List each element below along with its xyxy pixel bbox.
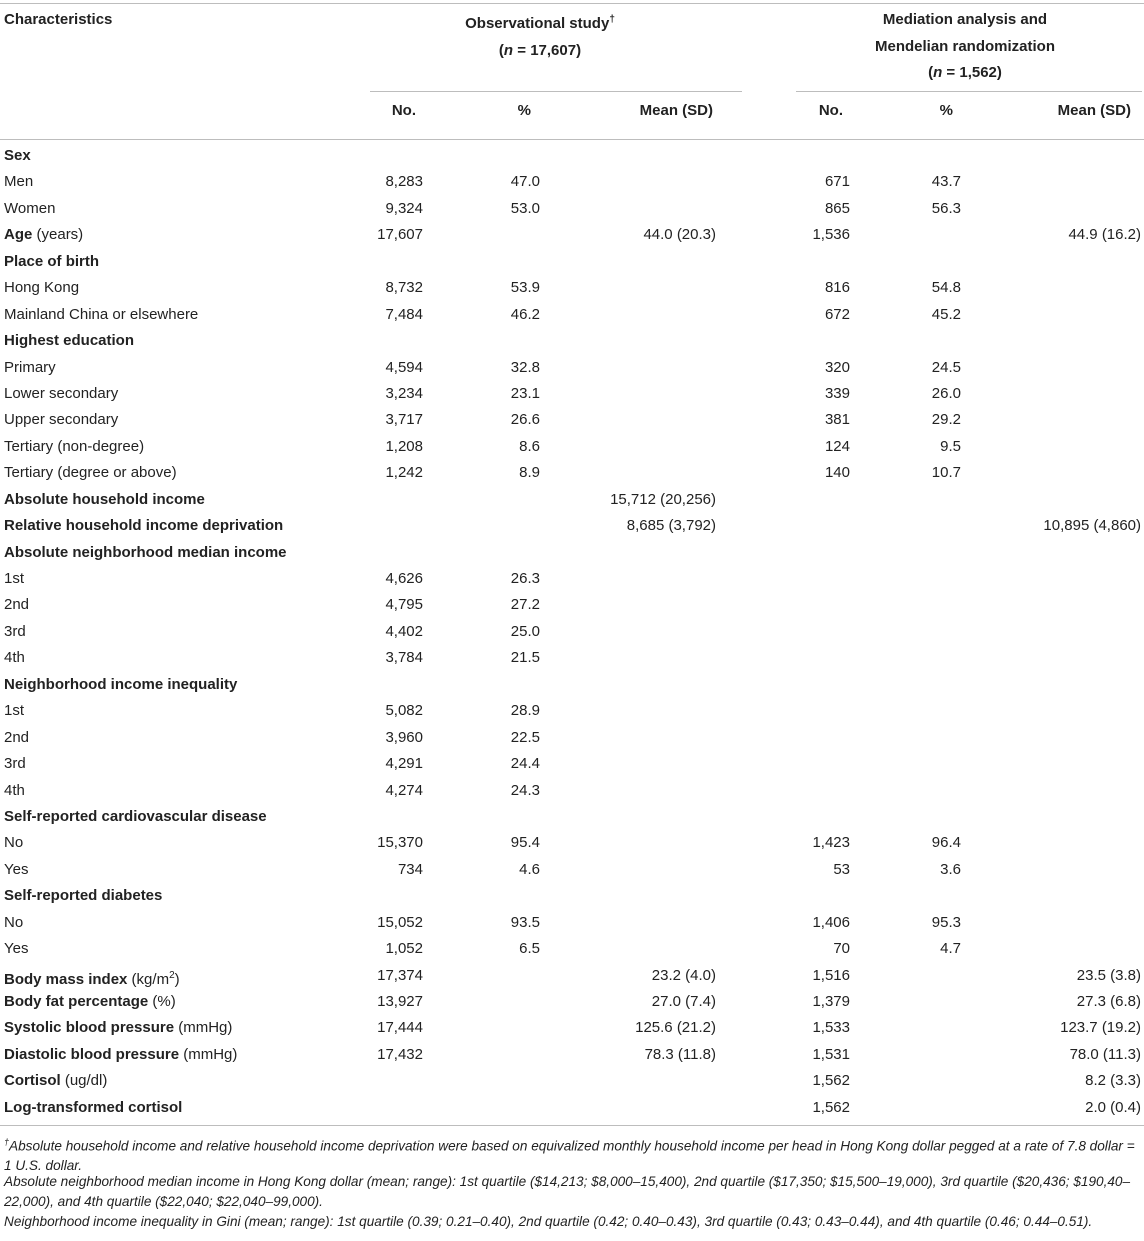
cell-obs-pct: 53.0	[510, 199, 540, 217]
cell-obs-pct: 24.3	[510, 781, 540, 799]
row-label: Yes	[4, 940, 29, 958]
cell-med-mean: 23.5 (3.8)	[1076, 966, 1141, 984]
table-row	[0, 275, 1144, 301]
cell-obs-mean: 23.2 (4.0)	[651, 966, 716, 984]
row-label: Cortisol (ug/dl)	[4, 1072, 108, 1090]
table-row	[0, 513, 1144, 539]
col-med-mean: Mean (SD)	[1057, 102, 1131, 119]
table-row	[0, 725, 1144, 751]
table-row	[0, 1042, 1144, 1068]
row-label: Tertiary (non-degree)	[4, 437, 145, 455]
row-label: Self-reported cardiovascular disease	[4, 807, 267, 825]
cell-obs-no: 3,960	[385, 728, 423, 746]
row-label: 4th	[4, 781, 25, 799]
row-label: 2nd	[4, 728, 30, 746]
table-row	[0, 355, 1144, 381]
table-row	[0, 1015, 1144, 1041]
cell-obs-mean: 78.3 (11.8)	[644, 1045, 716, 1063]
table-row	[0, 143, 1144, 169]
cell-obs-no: 17,607	[377, 226, 423, 244]
cell-med-no: 1,379	[812, 993, 850, 1010]
table-row	[0, 196, 1144, 222]
cell-obs-pct: 28.9	[510, 702, 540, 720]
cell-med-pct: 9.5	[940, 437, 961, 455]
cell-med-pct: 29.2	[931, 411, 961, 429]
table-row	[0, 169, 1144, 195]
cell-obs-pct: 6.5	[519, 940, 540, 958]
cell-med-no: 1,423	[812, 834, 850, 852]
table-row	[0, 487, 1144, 513]
cell-med-no: 1,531	[812, 1045, 850, 1063]
cell-med-no: 320	[824, 358, 850, 376]
cell-med-mean: 8.2 (3.3)	[1085, 1072, 1141, 1090]
cell-med-pct: 56.3	[931, 199, 961, 217]
row-label: Absolute neighborhood median income	[4, 543, 287, 561]
cell-obs-pct: 24.4	[510, 755, 540, 773]
cell-obs-no: 4,626	[385, 570, 423, 587]
cell-med-no: 865	[824, 199, 850, 217]
cell-med-no: 53	[833, 860, 850, 878]
col-med-no: No.	[818, 102, 843, 119]
cell-obs-pct: 27.2	[510, 596, 540, 614]
table-row	[0, 963, 1144, 989]
column-header-rule	[0, 139, 1144, 140]
footnote-3	[4, 1212, 1138, 1232]
cell-med-mean: 44.9 (16.2)	[1068, 226, 1141, 244]
cell-obs-pct: 22.5	[510, 728, 540, 746]
obs-n: (n = 17,607)	[498, 41, 582, 59]
cell-med-no: 1,516	[812, 966, 850, 984]
table-row	[0, 989, 1144, 1015]
table-row	[0, 540, 1144, 566]
row-label: Log-transformed cortisol	[4, 1098, 183, 1116]
cell-obs-mean: 27.0 (7.4)	[651, 993, 716, 1010]
table-row	[0, 1095, 1144, 1121]
cell-obs-pct: 46.2	[510, 305, 540, 323]
table-row	[0, 1068, 1144, 1094]
table-row	[0, 328, 1144, 354]
cell-obs-no: 17,432	[377, 1045, 423, 1063]
table-row	[0, 407, 1144, 433]
cell-med-pct: 54.8	[931, 279, 961, 297]
cell-obs-pct: 26.6	[510, 411, 540, 429]
row-label: 3rd	[4, 755, 26, 773]
table-row	[0, 778, 1144, 804]
cell-obs-no: 1,242	[385, 464, 423, 482]
cell-obs-no: 17,444	[377, 1019, 423, 1037]
row-label: Place of birth	[4, 252, 100, 270]
footnote-1	[4, 1133, 1138, 1176]
obs-title: Observational study	[465, 15, 610, 32]
row-label: Systolic blood pressure (mmHg)	[4, 1019, 233, 1037]
obs-dagger: †	[609, 14, 615, 25]
table-row	[0, 857, 1144, 883]
header-characteristics: Characteristics	[4, 11, 113, 28]
table-body	[0, 143, 1144, 1121]
row-label: Yes	[4, 860, 29, 878]
cell-obs-no: 13,927	[377, 993, 423, 1010]
row-label: Highest education	[4, 332, 135, 350]
table-row	[0, 804, 1144, 830]
cell-med-no: 1,406	[812, 913, 850, 931]
cell-med-pct: 3.6	[940, 860, 961, 878]
cell-med-mean: 10,895 (4,860)	[1043, 517, 1141, 535]
cell-obs-no: 4,594	[385, 358, 423, 376]
row-label: Body mass index $(kg/m^2)$	[4, 969, 180, 988]
cell-med-no: 672	[824, 305, 850, 323]
cell-obs-no: 1,052	[385, 940, 423, 958]
med-n: (n = 1,562)	[928, 64, 1002, 81]
cell-obs-pct: 25.0	[510, 622, 540, 640]
table-row	[0, 302, 1144, 328]
row-label: Tertiary (degree or above)	[4, 464, 177, 482]
cell-med-no: 381	[824, 411, 850, 429]
cell-obs-pct: 95.4	[510, 834, 540, 852]
cell-obs-no: 15,052	[377, 913, 423, 931]
table-row	[0, 460, 1144, 486]
cell-med-pct: 24.5	[931, 358, 961, 376]
table-row	[0, 883, 1144, 909]
cell-med-no: 816	[824, 279, 850, 297]
cell-med-pct: 45.2	[931, 305, 961, 323]
cell-obs-no: 9,324	[385, 199, 423, 217]
header-observational-study	[390, 7, 690, 64]
cell-obs-no: 7,484	[385, 305, 423, 323]
cell-obs-mean: 44.0 (20.3)	[643, 226, 716, 244]
table-row	[0, 830, 1144, 856]
table-row	[0, 249, 1144, 275]
cell-med-no: 1,562	[812, 1098, 850, 1116]
row-label: 4th	[4, 649, 25, 667]
col-obs-mean: Mean (SD)	[639, 102, 713, 119]
row-label: Age (years)	[4, 226, 84, 244]
cell-med-mean: 27.3 (6.8)	[1076, 993, 1141, 1010]
cell-obs-no: 734	[397, 860, 423, 878]
footnote-dagger: †	[4, 1137, 10, 1147]
obs-group-rule	[370, 91, 742, 92]
row-label: Diastolic blood pressure (mmHg)	[4, 1045, 238, 1063]
row-label: 1st	[4, 570, 25, 587]
cell-obs-pct: 8.9	[519, 464, 540, 482]
footnote-3-text: Neighborhood income inequality in Gini (mean; range): 1st quartile (0.39; 0.21–0.40), 2nd quartile (0.42; 0.40–0.43), 3rd quartile (0.43; 0.43–0.44), and 4th quartile (0.46; 0.44–0.51).	[4, 1214, 1093, 1229]
row-label: Relative household income deprivation	[4, 517, 284, 535]
cell-med-pct: 10.7	[931, 464, 961, 482]
cell-med-no: 671	[824, 173, 850, 191]
table-top-rule	[0, 3, 1144, 4]
row-label: No	[4, 913, 24, 931]
cell-obs-pct: 8.6	[519, 437, 540, 455]
row-label: Hong Kong	[4, 279, 80, 297]
cell-obs-no: 3,234	[385, 384, 423, 402]
cell-med-no: 140	[824, 464, 850, 482]
med-group-rule	[796, 91, 1142, 92]
row-label: Upper secondary	[4, 411, 119, 429]
table-row	[0, 381, 1144, 407]
cell-med-no: 1,562	[812, 1072, 850, 1090]
cell-med-pct: 4.7	[940, 940, 961, 958]
cell-obs-pct: 23.1	[510, 384, 540, 402]
table-row	[0, 434, 1144, 460]
table-row	[0, 936, 1144, 962]
cell-med-mean: 2.0 (0.4)	[1085, 1098, 1141, 1116]
footnote-1-text: Absolute household income and relative household income deprivation were based on equivalized monthly household income per head in Hong Kong dollar pegged at a rate of 7.8 dollar = 1 U.S. dollar.	[4, 1138, 1135, 1174]
row-label: Lower secondary	[4, 384, 119, 402]
col-med-pct: %	[939, 102, 953, 119]
cell-obs-no: 4,795	[385, 596, 423, 614]
table-row	[0, 566, 1144, 592]
cell-med-mean: 78.0 (11.3)	[1069, 1045, 1141, 1063]
table-row	[0, 698, 1144, 724]
cell-obs-no: 4,274	[385, 781, 423, 799]
row-label: Body fat percentage (%)	[4, 993, 176, 1010]
cell-obs-no: 8,283	[385, 173, 423, 191]
row-label: Self-reported diabetes	[4, 887, 163, 905]
table-row	[0, 645, 1144, 671]
cell-med-no: 70	[833, 940, 850, 958]
table-row	[0, 222, 1144, 248]
header-mediation-analysis	[820, 7, 1110, 87]
cell-med-mean: 123.7 (19.2)	[1060, 1019, 1141, 1037]
col-obs-pct: %	[517, 102, 531, 119]
row-label: Absolute household income	[4, 490, 205, 508]
col-obs-no: No.	[391, 102, 416, 119]
cell-obs-mean: 15,712 (20,256)	[610, 490, 716, 508]
cell-obs-no: 5,082	[385, 702, 423, 720]
cell-med-no: 1,533	[812, 1019, 850, 1037]
cell-obs-no: 8,732	[385, 279, 423, 297]
table-row	[0, 910, 1144, 936]
cell-obs-no: 3,717	[385, 411, 423, 429]
cell-obs-no: 1,208	[385, 437, 423, 455]
table-row	[0, 619, 1144, 645]
cell-obs-mean: 125.6 (21.2)	[635, 1019, 716, 1037]
cell-med-no: 124	[824, 437, 850, 455]
med-title-1: Mediation analysis and	[882, 11, 1048, 28]
med-title-2: Mendelian randomization	[874, 37, 1055, 55]
cell-med-pct: 26.0	[931, 384, 961, 402]
row-label: Women	[4, 199, 56, 217]
cell-obs-no: 17,374	[377, 966, 423, 984]
row-label: 1st	[4, 702, 25, 720]
cell-obs-pct: 53.9	[510, 279, 540, 297]
table-row	[0, 751, 1144, 777]
footnote-2-text: Absolute neighborhood median income in Hong Kong dollar (mean; range): 1st quartile ($14,213; $8,000–15,400), 2nd quartile ($17,350; $15,500–19,000), 3rd quartile ($20,436; $190,40–22,000), and 4th quartile ($22,040; $22,040–99,000).	[4, 1174, 1131, 1209]
cell-obs-no: 3,784	[385, 649, 423, 667]
row-label: Primary	[4, 358, 56, 376]
table-row	[0, 672, 1144, 698]
cell-med-pct: 95.3	[931, 913, 961, 931]
row-label: No	[4, 834, 24, 852]
cell-obs-no: 15,370	[377, 834, 423, 852]
cell-obs-pct: 21.5	[510, 649, 540, 667]
cell-obs-no: 4,402	[385, 622, 423, 640]
table-bottom-rule	[0, 1125, 1144, 1126]
cell-med-pct: 96.4	[931, 834, 961, 852]
row-label: 3rd	[4, 622, 26, 640]
cell-med-no: 1,536	[812, 226, 850, 244]
row-label: 2nd	[4, 596, 30, 614]
row-label: Mainland China or elsewhere	[4, 305, 199, 323]
row-label: Men	[4, 173, 34, 191]
cell-obs-mean: 8,685 (3,792)	[626, 517, 716, 535]
row-label: Neighborhood income inequality	[4, 675, 238, 693]
cell-med-pct: 43.7	[931, 173, 961, 191]
cell-obs-pct: 26.3	[510, 570, 540, 587]
cell-obs-pct: 47.0	[510, 173, 540, 191]
cell-obs-pct: 32.8	[510, 358, 540, 376]
cell-obs-pct: 93.5	[510, 913, 540, 931]
table-row	[0, 592, 1144, 618]
cell-med-no: 339	[824, 384, 850, 402]
cell-obs-pct: 4.6	[519, 860, 540, 878]
footnote-2	[4, 1172, 1138, 1211]
row-label: Sex	[4, 147, 31, 164]
cell-obs-no: 4,291	[385, 755, 423, 773]
